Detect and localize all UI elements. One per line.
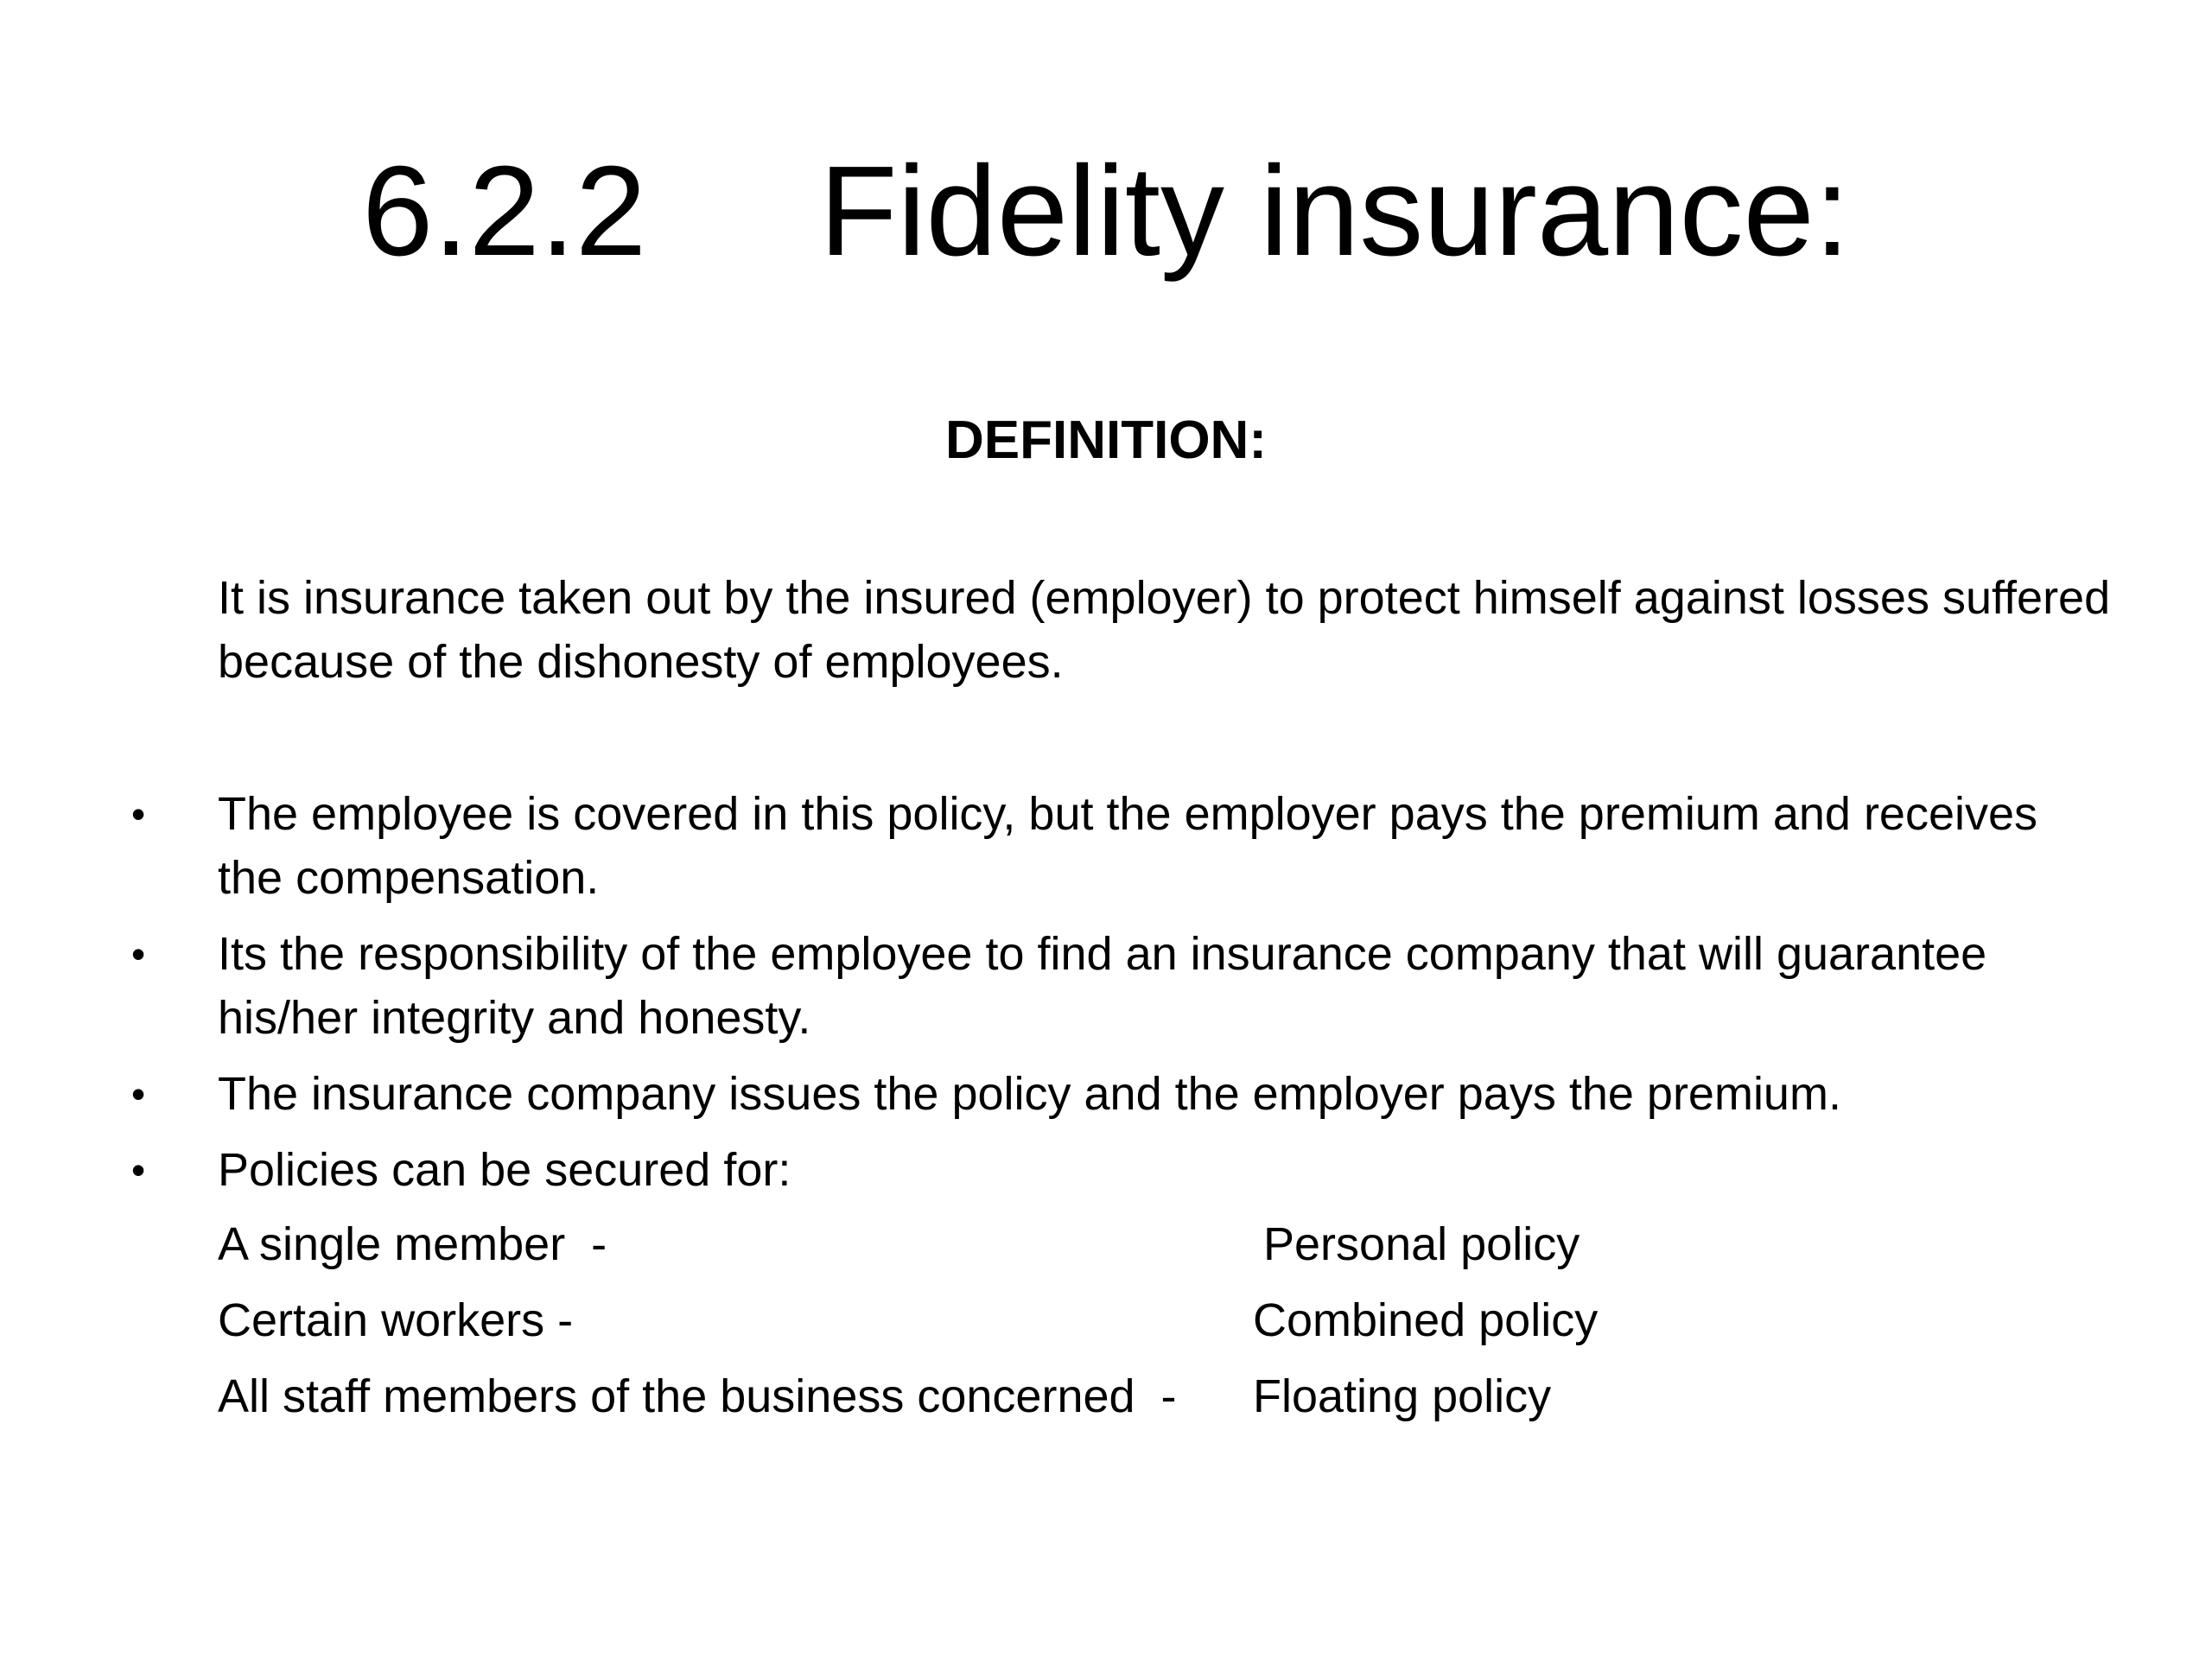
title-number: 6.2.2 (362, 140, 647, 283)
policy-row (218, 1288, 2119, 1364)
policy-list (218, 1212, 2119, 1440)
policy-coverage: All staff members of the business concerned - (218, 1370, 1177, 1422)
policy-type: Personal policy (1263, 1218, 1580, 1270)
policy-row (218, 1364, 2119, 1440)
policy-type: Combined policy (1253, 1294, 1599, 1346)
bullet-text: The employee is covered in this policy, but the employer pays the premium and receives the compensation. (218, 788, 2038, 904)
bullet-dot: • (131, 791, 146, 836)
policy-type: Floating policy (1253, 1370, 1552, 1422)
bullet-item (131, 782, 2084, 910)
bullet-item (131, 1138, 2084, 1202)
policy-coverage: Certain workers - (218, 1294, 574, 1346)
bullet-item (131, 1062, 2084, 1126)
bullet-text: Its the responsibility of the employee to find an insurance company that will guarantee his/her integrity and honesty. (218, 928, 1987, 1044)
title-text: Fidelity insurance: (819, 140, 1850, 283)
bullet-item (131, 922, 2084, 1050)
policy-row (218, 1212, 2119, 1288)
policy-coverage: A single member - (218, 1218, 607, 1270)
definition-text: It is insurance taken out by the insured (employer) to protect himself against losses suffered because of the dishonesty of employees. (218, 572, 2111, 688)
bullet-dot: • (131, 1071, 146, 1116)
slide-title (0, 138, 2212, 285)
definition-heading: DEFINITION: (945, 410, 1267, 470)
bullet-dot: • (131, 1147, 146, 1192)
bullet-text: The insurance company issues the policy and the employer pays the premium. (218, 1068, 1841, 1120)
bullet-list (0, 782, 2212, 1214)
bullet-dot: • (131, 931, 146, 976)
bullet-text: Policies can be secured for: (218, 1144, 791, 1196)
